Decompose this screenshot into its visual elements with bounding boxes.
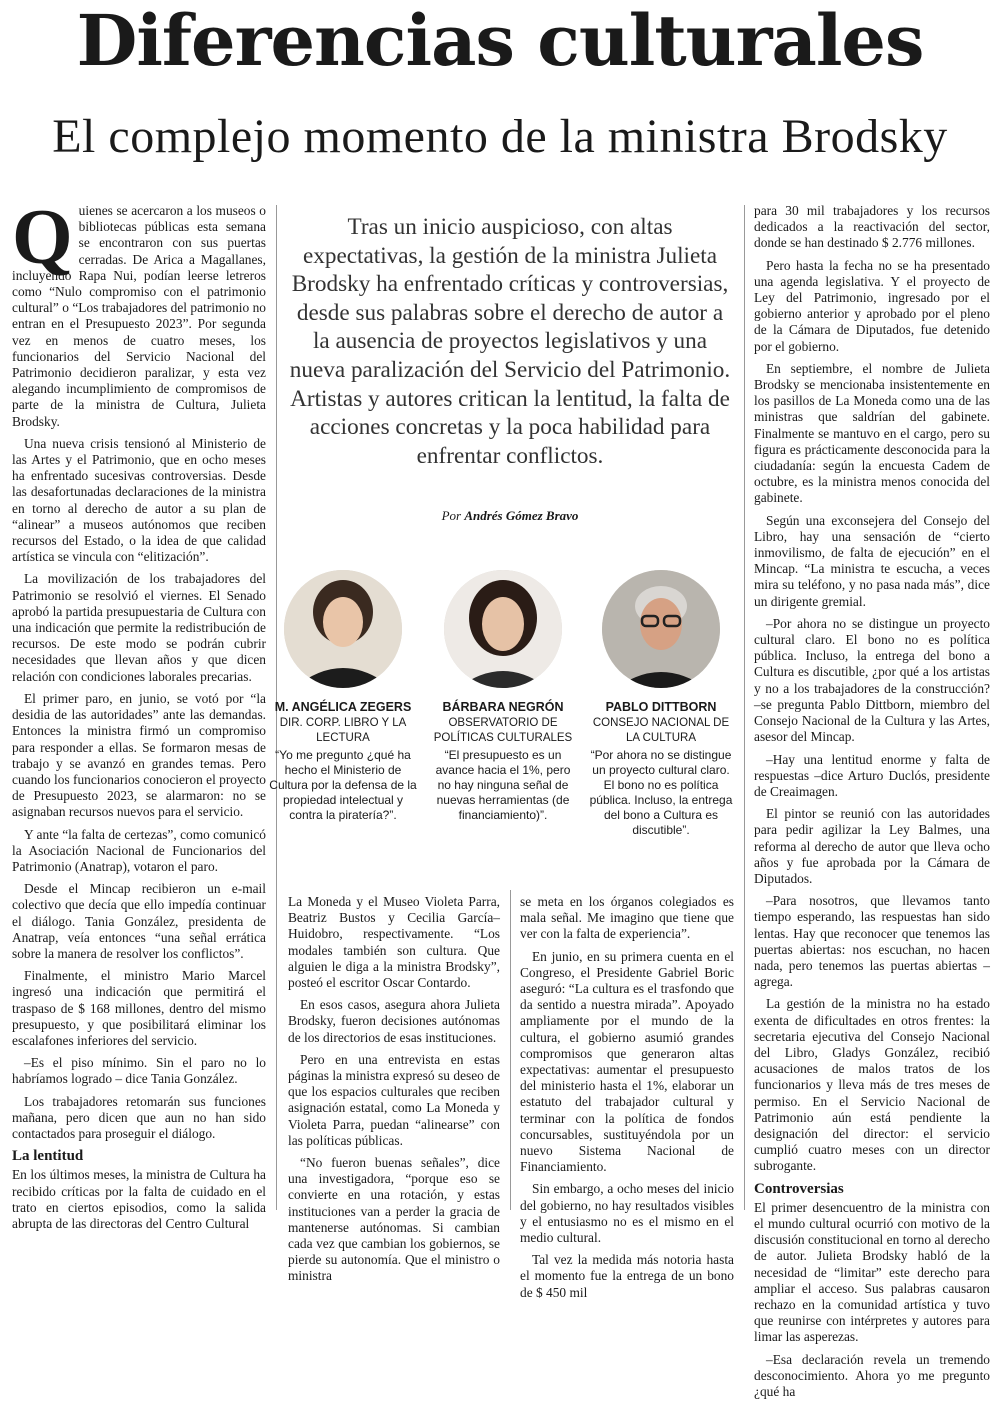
column-rule: [510, 890, 511, 1210]
lead-paragraph: Tras un inicio auspicioso, con altas expectativas, la gestión de la ministra Julieta Brodsky ha enfrentado críticas y controversias, desde sus palabras sobre el derecho de autor a la ausencia de proyectos legislativos y una nueva paralización del Servicio del Patrimonio. Artistas y autores critican la lentitud, la falta de acciones concretas y la poca habilidad para enfrentar conflictos.: [289, 214, 731, 469]
person-quote: “Yo me pregunto ¿qué ha hecho el Ministerio de Cultura por la defensa de la propiedad intelectual y contra la piratería?”.: [269, 748, 417, 822]
section-heading-la-lentitud: La lentitud: [12, 1148, 84, 1165]
person-quote: “Por ahora no se distingue un proyecto cultural claro. El bono no es política pública. Incluso, la entrega del bono a Cultura es discutible”.: [589, 748, 733, 837]
paragraph: Desde el Mincap recibieron un e-mail colectivo que decía que ello impedía continuar el diálogo. Tania González, presidenta de Anatrap, veía entonces “una señal errática sobre la manera de resolver los conflictos”.: [12, 881, 266, 961]
avatar: [284, 570, 402, 688]
paragraph: En septiembre, el nombre de Julieta Brodsky se mencionaba insistentemente en los pasillos de La Moneda como una de las ministras que saldrían del gabinete. Finalmente se mantuvo en el cargo, pero su figura es prácticamente desconocida para la ciudadanía: según la encuesta Cadem de octubre, es la ministra menos conocida del gabinete.: [754, 360, 990, 506]
paragraph: Pero hasta la fecha no se ha presentado una agenda legislativa. Y el proyecto de Ley del Patrimonio, ingresado por el gobierno anterior y aprobado por el pleno de la Cámara de Diputados, fue detenido por el gobierno.: [754, 257, 990, 354]
paragraph: –Esa declaración revela un tremendo desconocimiento. Ahora yo me pregunto ¿qué ha: [754, 1351, 990, 1400]
person-card-dittborn: [586, 570, 736, 838]
paragraph: El primer paro, en junio, se votó por “la desidia de las autoridades” ante las demandas. Entonces la ministra firmó un compromiso para responder a ellas. Se formaron mesas de trabajo y se avanzó en grandes temas. Pero cuando los funcionarios conocieron el proyecto de Presupuesto 2023, se alarmaron: no se asignaban recursos nuevos para el servicio.: [12, 690, 266, 820]
paragraph: –Es el piso mínimo. Sin el paro no lo habríamos logrado – dice Tania González.: [12, 1055, 266, 1087]
portrait-image: [602, 570, 720, 688]
paragraph: Una nueva crisis tensionó al Ministerio de las Artes y el Patrimonio, que en ocho meses ha enfrentado sucesivas controversias. Desde las desafortunadas declaraciones de la ministra en torno al derecho de autor a su plan de “alinear” a museos autónomos que reciben recursos del Estado, o la idea de que calidad artística se vincula con “elitización”.: [12, 435, 266, 565]
drop-cap: Q: [12, 193, 73, 280]
person-card-zegers: [268, 570, 418, 823]
paragraph: En los últimos meses, la ministra de Cultura ha recibido críticas por la falta de cuidado en el trato en ciertos episodios, como la salida abrupta de las directoras del Centro Cultural: [12, 1167, 266, 1231]
person-name: BÁRBARA NEGRÓN: [442, 700, 564, 714]
article-column-4: [754, 203, 990, 1406]
paragraph: En junio, en su primera cuenta en el Congreso, el Presidente Gabriel Boric aseguró: “La cultura es el trasfondo que da sentido a nuestra mirada”. Apoyado ampliamente por el mundo de la cultura, el gobierno asumió grandes compromisos que generaron altas expectativas: aumentar el presupuesto del ministerio hasta el 1%, elaborar un estatuto del trabajador cultural y terminar con la política de fondos concursables, sustituyéndola por un nuevo Sistema Nacional de Financiamiento.: [520, 948, 734, 1175]
paragraph: En esos casos, asegura ahora Julieta Brodsky, fueron decisiones autónomas de los directorios de esas instituciones.: [288, 997, 500, 1045]
person-name: PABLO DITTBORN: [605, 700, 717, 714]
paragraph: Según una exconsejera del Consejo del Libro, hay una sensación de “cierto inmovilismo, de falta de ejecución” en el Mincap. “La ministra te escucha, a veces mira su teléfono, y no pasa nada más”, dice un dirigente gremial.: [754, 512, 990, 609]
paragraph: La movilización de los trabajadores del Patrimonio se resolvió el viernes. El Senado aprobó la partida presupuestaria de Cultura con una indicación que permite la redistribución de recursos. De este modo se podrán cubrir necesidades que llevan años y que dicen relación con condiciones laborales precarias.: [12, 571, 266, 684]
paragraph: para 30 mil trabajadores y los recursos dedicados a la reactivación del sector, donde se han destinado $ 2.776 millones.: [754, 203, 990, 251]
person-role: DIR. CORP. LIBRO Y LA LECTURA: [279, 717, 407, 744]
paragraph: El pintor se reunió con las autoridades para pedir agilizar la Ley Balmes, una reforma al derecho de autor que lleva ocho años y fue aprobada por la Cámara de Diputados.: [754, 806, 990, 886]
person-name: M. ANGÉLICA ZEGERS: [274, 700, 412, 714]
avatar: [602, 570, 720, 688]
author-name: Andrés Gómez Bravo: [464, 508, 579, 523]
subheadline: El complejo momento de la ministra Brodsky: [52, 110, 948, 163]
person-card-negron: [428, 570, 578, 823]
article-column-1: [12, 193, 266, 1238]
article-column-2: [288, 894, 500, 1291]
section-heading-controversias: Controversias: [754, 1180, 844, 1197]
paragraph: se meta en los órganos colegiados es mala señal. Me imagino que tiene que ver con la falta de experiencia”.: [520, 894, 734, 942]
paragraph: Tal vez la medida más notoria hasta el momento fue la entrega de un bono de $ 450 mil: [520, 1252, 734, 1300]
headline: Diferencias culturales: [76, 0, 924, 82]
person-quote: “El presupuesto es un avance hacia el 1%, pero no hay ninguna señal de nuevas herramientas (de financiamiento)”.: [435, 748, 571, 822]
paragraph: “No fueron buenas señales”, dice una investigadora, “porque eso se convierte en una rotación, y estas instituciones van a perder la gracia de mantenerse autónomas. Si cambian cada vez que cambian los gobiernos, se pierde su autonomía. Que el ministro o ministra: [288, 1155, 500, 1284]
avatar: [444, 570, 562, 688]
paragraph: –Para nosotros, que llevamos tanto tiempo esperando, las respuestas han sido lentas. Hay que reconocer que tenemos las puertas abiertas: nos escuchan, no hacen nada, pero tenemos las puertas abiertas –agrega.: [754, 893, 990, 990]
paragraph: Los trabajadores retomarán sus funciones mañana, pero dicen que aun no han sido contactados para proseguir el diálogo.: [12, 1093, 266, 1141]
column-rule: [744, 205, 745, 1210]
byline: Por Andrés Gómez Bravo: [441, 508, 579, 523]
paragraph: El primer desencuentro de la ministra con el mundo cultural ocurrió con motivo de la discusión constitucional en torno al derecho de autor. Julieta Brodsky habló de la necesidad de “limitar” este derecho para ampliar el acceso. Sus palabras causaron rechazo en la comunidad artística y tuvo que reunirse con intérpretes y autores para limar las asperezas.: [754, 1199, 990, 1345]
paragraph: Finalmente, el ministro Mario Marcel ingresó una indicación que permitirá el traspaso de $ 168 millones, dentro del mismo presupuesto, y que posibilitará eliminar los escalafones inferiores del servicio.: [12, 968, 266, 1048]
paragraph: La gestión de la ministra no ha estado exenta de dificultades en otros frentes: la secretaria ejecutiva del Consejo Nacional del Libro, Gladys González, recibió acusaciones de malos tratos de los funcionarios y lleva más de tres meses de permiso. En el Servicio Nacional de Patrimonio aún está pendiente la designación del director: el servicio cumplió cuatro meses con un director subrogante.: [754, 996, 990, 1174]
opening-paragraph: Quienes se acercaron a los museos o bibliotecas públicas esta semana se encontraron con sus puertas cerradas. De Arica a Magallanes, incluyendo Rapa Nui, podían leerse letreros como “Nulo compromiso con el patrimonio cultural” o “Los trabajadores del patrimonio no entran en el Presupuesto 2023”. Por segunda vez en menos de cuatro meses, los funcionarios del Servicio Nacional del Patrimonio decidieron paralizar, y esta vez alegando incumplimiento de compromisos de parte de la ministra de Cultura, Julieta Brodsky.: [12, 193, 266, 429]
paragraph: La Moneda y el Museo Violeta Parra, Beatriz Bustos y Cecilia García–Huidobro, respectivamente. “Los modales también son cultura. Que alguien le diga a la ministra Brodsky”, posteó el escritor Oscar Contardo.: [288, 894, 500, 991]
person-role: OBSERVATORIO DE POLÍTICAS CULTURALES: [433, 717, 573, 744]
paragraph: Sin embargo, a ocho meses del inicio del gobierno, no hay resultados visibles y el entusiasmo no es el mismo en el medio cultural.: [520, 1181, 734, 1246]
portrait-image: [444, 570, 562, 688]
article-column-3: [520, 894, 734, 1307]
paragraph: Y ante “la falta de certezas”, como comunicó la Asociación Nacional de Funcionarios del Patrimonio (Anatrap), votaron el paro.: [12, 826, 266, 874]
person-role: CONSEJO NACIONAL DE LA CULTURA: [592, 717, 730, 744]
paragraph: Pero en una entrevista en estas páginas la ministra expresó su deseo de que los espacios culturales que reciben asignación estatal, como La Moneda y Violeta Parra, puedan “alinearse” con las políticas públicas.: [288, 1051, 500, 1148]
portrait-image: [284, 570, 402, 688]
paragraph: –Por ahora no se distingue un proyecto cultural claro. El bono no es política pública. Incluso, la entrega del bono a Cultura es discutible, ¿por qué a los artistas y no a los trabajadores de la construcción? –se pregunta Pablo Dittborn, miembro del Consejo Nacional de la Cultura y las Artes, asesor del Mincap.: [754, 615, 990, 745]
paragraph: –Hay una lentitud enorme y falta de respuestas –dice Arturo Duclós, presidente de Creaimagen.: [754, 751, 990, 799]
